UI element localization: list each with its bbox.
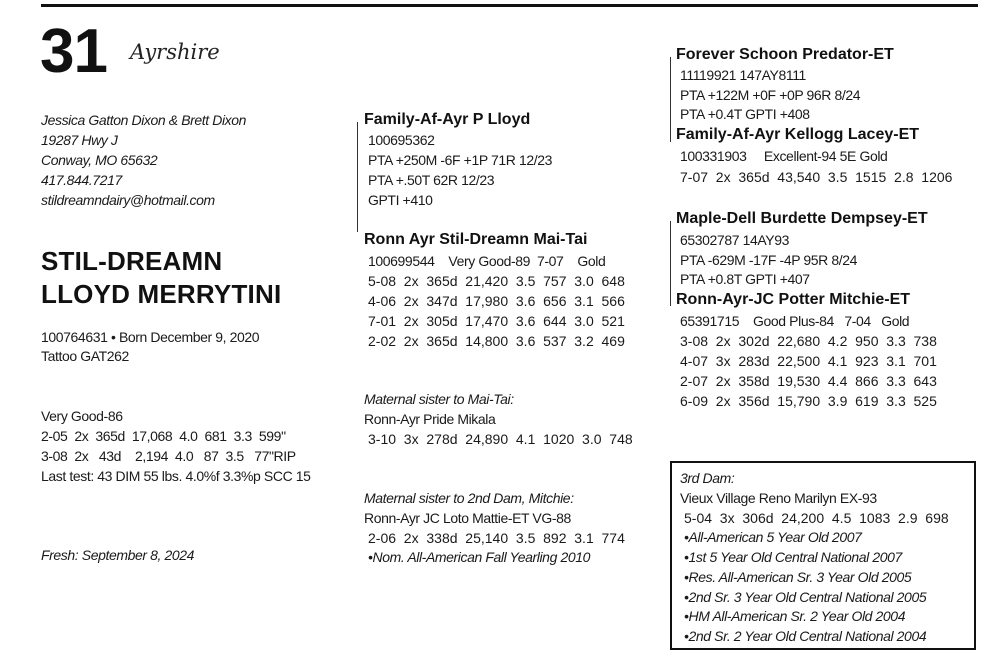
sire-bracket xyxy=(357,122,358,232)
sire-dam-name: Family-Af-Ayr Kellogg Lacey-ET xyxy=(676,126,920,143)
animal-name-line2: LLOYD MERRYTINI xyxy=(41,279,282,309)
third-dam-record: 5-04 3x 306d 24,200 4.5 1083 2.9 698 xyxy=(684,510,949,526)
mat-sister2-record: 2-06 2x 338d 25,140 3.5 892 3.1 774 xyxy=(368,530,625,546)
animal-classification: Very Good-86 xyxy=(41,408,123,424)
animal-record: 2-05 2x 365d 17,068 4.0 681 3.3 599" xyxy=(41,428,286,444)
sire-line: PTA +250M -6F +1P 71R 12/23 xyxy=(368,152,553,168)
breed-label: Ayrshire xyxy=(130,40,220,64)
sire-line: 100695362 xyxy=(368,132,435,148)
lot-number: 31 xyxy=(40,17,107,86)
third-dam-name: Vieux Village Reno Marilyn EX-93 xyxy=(680,490,877,506)
animal-tattoo: Tattoo GAT262 xyxy=(41,348,129,364)
third-dam-honor: •Res. All-American Sr. 3 Year Old 2005 xyxy=(684,569,912,585)
dam-dam-record: 4-07 3x 283d 22,500 4.1 923 3.1 701 xyxy=(680,353,937,369)
dam-record: 4-06 2x 347d 17,980 3.6 656 3.1 566 xyxy=(368,293,625,309)
dam-dam-record: 3-08 2x 302d 22,680 4.2 950 3.3 738 xyxy=(680,333,937,349)
dam-name: Ronn Ayr Stil-Dreamn Mai-Tai xyxy=(364,231,588,248)
sire-line: GPTI +410 xyxy=(368,192,433,208)
sire-dam-info: 100331903 Excellent-94 5E Gold xyxy=(680,148,888,164)
dam-dam-record: 6-09 2x 356d 15,790 3.9 619 3.3 525 xyxy=(680,393,937,409)
animal-last-test: Last test: 43 DIM 55 lbs. 4.0%f 3.3%p SCC 15 xyxy=(41,468,311,484)
third-dam-label: 3rd Dam: xyxy=(680,470,735,486)
third-dam-honor: •All-American 5 Year Old 2007 xyxy=(684,529,862,545)
dam-sire-bracket xyxy=(670,221,671,306)
owner-city: Conway, MO 65632 xyxy=(41,152,158,168)
dam-dam-record: 2-07 2x 358d 19,530 4.4 866 3.3 643 xyxy=(680,373,937,389)
mat-sister-label: Maternal sister to Mai-Tai: xyxy=(364,391,514,407)
animal-name-line1: STIL-DREAMN xyxy=(41,246,223,276)
mat-sister2-label: Maternal sister to 2nd Dam, Mitchie: xyxy=(364,490,574,506)
dam-sire-line: PTA +0.8T GPTI +407 xyxy=(680,271,810,287)
owner-email: stildreamndairy@hotmail.com xyxy=(41,192,215,208)
sire-sire-name: Forever Schoon Predator-ET xyxy=(676,46,894,63)
dam-sire-line: 65302787 14AY93 xyxy=(680,232,789,248)
mat-sister2-name: Ronn-Ayr JC Loto Mattie-ET VG-88 xyxy=(364,510,571,526)
third-dam-honor: •HM All-American Sr. 2 Year Old 2004 xyxy=(684,608,906,624)
dam-record: 2-02 2x 365d 14,800 3.6 537 3.2 469 xyxy=(368,333,625,349)
dam-info: 100699544 Very Good-89 7-07 Gold xyxy=(368,253,606,269)
dam-sire-name: Maple-Dell Burdette Dempsey-ET xyxy=(676,210,928,227)
animal-name xyxy=(41,245,281,311)
mat-sister-record: 3-10 3x 278d 24,890 4.1 1020 3.0 748 xyxy=(368,431,633,447)
sire-sire-line: PTA +122M +0F +0P 96R 8/24 xyxy=(680,87,861,103)
animal-record: 3-08 2x 43d 2,194 4.0 87 3.5 77"RIP xyxy=(41,448,296,464)
dam-dam-info: 65391715 Good Plus-84 7-04 Gold xyxy=(680,313,910,329)
dam-record: 5-08 2x 365d 21,420 3.5 757 3.0 648 xyxy=(368,273,625,289)
sire-sire-bracket xyxy=(670,57,671,142)
owner-names: Jessica Gatton Dixon & Brett Dixon xyxy=(41,112,247,128)
animal-id-born: 100764631 • Born December 9, 2020 xyxy=(41,329,260,345)
top-rule xyxy=(41,4,978,7)
owner-address: 19287 Hwy J xyxy=(41,132,118,148)
sire-dam-record: 7-07 2x 365d 43,540 3.5 1515 2.8 1206 xyxy=(680,169,953,185)
third-dam-honor: •1st 5 Year Old Central National 2007 xyxy=(684,549,902,565)
mat-sister-name: Ronn-Ayr Pride Mikala xyxy=(364,411,496,427)
sire-line: PTA +.50T 62R 12/23 xyxy=(368,172,495,188)
sire-sire-line: 11119921 147AY8111 xyxy=(680,67,806,83)
sire-name: Family-Af-Ayr P Lloyd xyxy=(364,111,531,128)
dam-sire-line: PTA -629M -17F -4P 95R 8/24 xyxy=(680,252,857,268)
sire-sire-line: PTA +0.4T GPTI +408 xyxy=(680,106,810,122)
dam-dam-name: Ronn-Ayr-JC Potter Mitchie-ET xyxy=(676,291,911,308)
third-dam-honor: •2nd Sr. 3 Year Old Central National 2005 xyxy=(684,589,927,605)
third-dam-honor: •2nd Sr. 2 Year Old Central National 2004 xyxy=(684,628,927,644)
dam-record: 7-01 2x 305d 17,470 3.6 644 3.0 521 xyxy=(368,313,625,329)
animal-fresh-date: Fresh: September 8, 2024 xyxy=(41,547,195,563)
mat-sister2-note: •Nom. All-American Fall Yearling 2010 xyxy=(368,549,590,565)
owner-phone: 417.844.7217 xyxy=(41,172,122,188)
